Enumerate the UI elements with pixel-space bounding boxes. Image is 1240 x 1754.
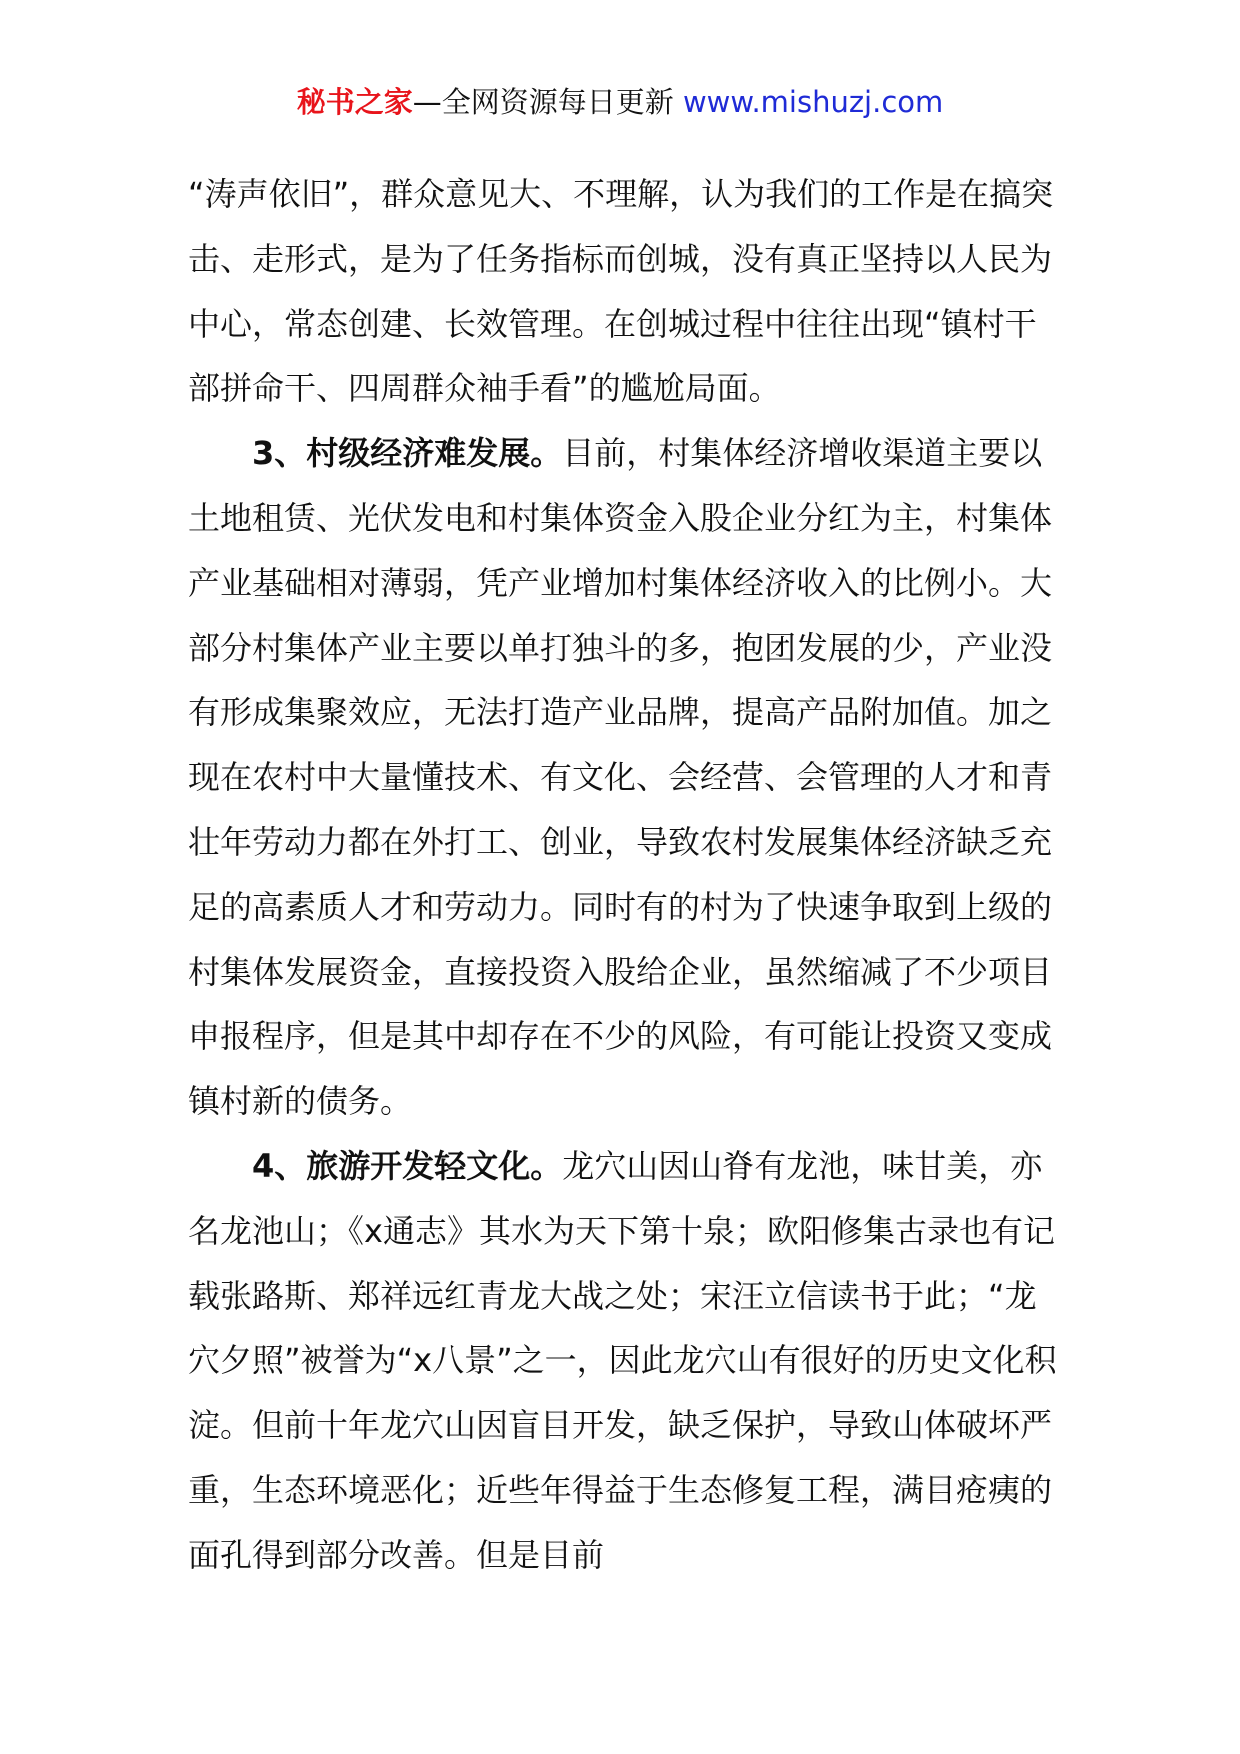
page-header bbox=[0, 82, 1240, 122]
section-3-heading: 3、村级经济难发展。 bbox=[252, 434, 563, 473]
section-4-paragraph bbox=[188, 1134, 1068, 1588]
site-brand: 秘书之家 bbox=[296, 85, 413, 119]
section-3-paragraph bbox=[188, 421, 1068, 1134]
section-3-text: 目前，村集体经济增收渠道主要以土地租赁、光伏发电和村集体资金入股企业分红为主，村集体产业基础相对薄弱，凭产业增加村集体经济收入的比例小。大部分村集体产业主要以单打独斗的多，抱团发展的少，产业没有形成集聚效应，无法打造产业品牌，提高产品附加值。加之现在农村中大量懂技术、有文化、会经营、会管理的人才和青壮年劳动力都在外打工、创业，导致农村发展集体经济缺乏充足的高素质人才和劳动力。同时有的村为了快速争取到上级的村集体发展资金，直接投资入股给企业，虽然缩减了不少项目申报程序，但是其中却存在不少的风险，有可能让投资又变成镇村新的债务。 bbox=[188, 434, 1053, 1121]
paragraph-continued: “涛声依旧”，群众意见大、不理解，认为我们的工作是在搞突击、走形式，是为了任务指标而创城，没有真正坚持以人民为中心，常态创建、长效管理。在创城过程中往往出现“镇村干部拼命干、四周群众袖手看”的尴尬局面。 bbox=[188, 175, 1054, 408]
section-4-heading: 4、旅游开发轻文化。 bbox=[252, 1146, 563, 1185]
document-body bbox=[188, 162, 1068, 1588]
section-4-text: 龙穴山因山脊有龙池，味甘美，亦名龙池山；《x通志》其水为天下第十泉；欧阳修集古录也有记载张路斯、郑祥远红青龙大战之处；宋汪立信读书于此；“龙穴夕照”被誉为“x八景”之一，因此龙穴山有很好的历史文化积淀。但前十年龙穴山因盲目开发，缺乏保护，导致山体破坏严重，生态环境恶化；近些年得益于生态修复工程，满目疮痍的面孔得到部分改善。但是目前 bbox=[188, 1146, 1057, 1574]
site-url[interactable]: www.mishuzj.com bbox=[682, 85, 944, 119]
site-tagline: —全网资源每日更新 bbox=[412, 85, 683, 119]
